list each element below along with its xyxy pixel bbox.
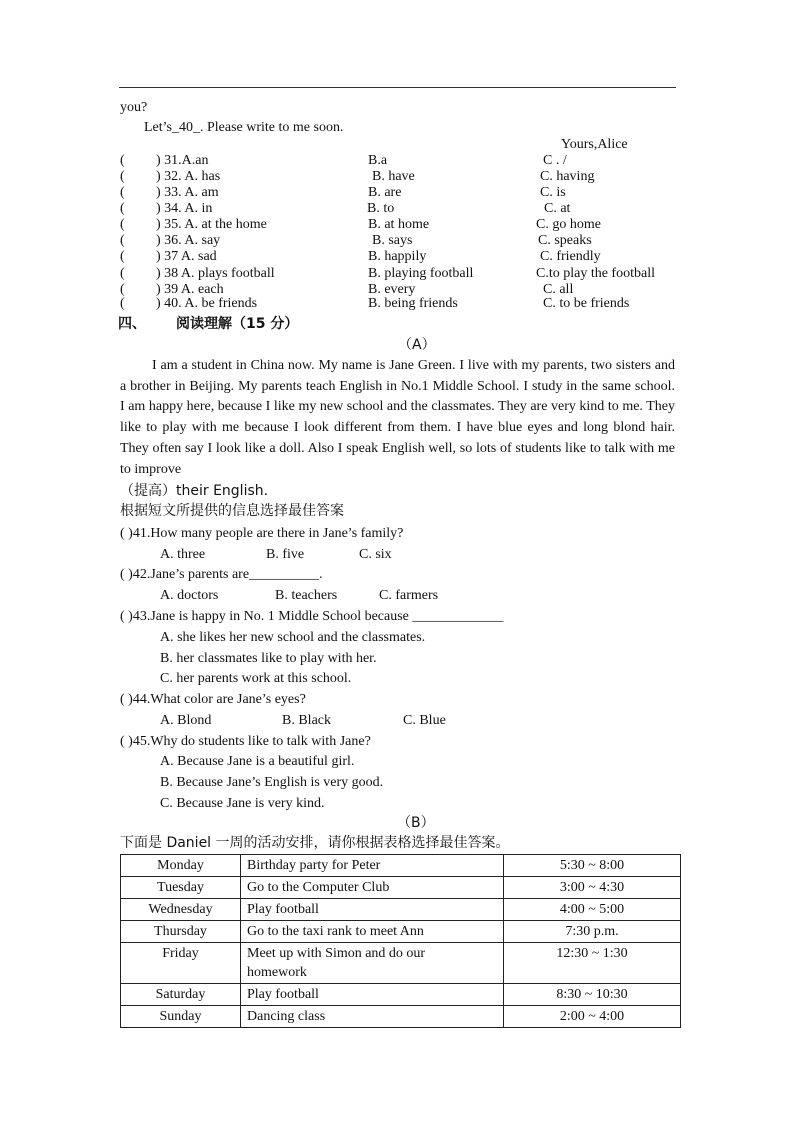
option-b: B. happily (368, 249, 427, 264)
passage-a-instruction: 根据短文所提供的信息选择最佳答案 (120, 503, 344, 519)
option-a: ) 40. A. be friends (156, 296, 258, 311)
letter-closing-line: Let’s_40_. Please write to me soon. (144, 120, 344, 135)
option-b: B. being friends (368, 296, 458, 311)
schedule-activity-text: Meet up with Simon and do our homework (247, 946, 426, 980)
option-c: C. friendly (540, 249, 601, 264)
schedule-activity: Go to the Computer Club (241, 877, 504, 899)
question-43: ( )43.Jane is happy in No. 1 Middle School because _____________ (120, 609, 504, 624)
answer-paren: ( (120, 233, 125, 248)
q43-option-b: B. her classmates like to play with her. (160, 651, 377, 666)
q44-option-b: B. Black (282, 713, 331, 728)
schedule-time: 8:30 ~ 10:30 (504, 984, 681, 1006)
option-a: ) 35. A. at the home (156, 217, 267, 232)
q44-option-c: C. Blue (403, 713, 446, 728)
answer-paren: ( (120, 153, 125, 168)
q42-option-b: B. teachers (275, 588, 338, 603)
schedule-activity: Play football (241, 899, 504, 921)
q43-option-a: A. she likes her new school and the classmates. (160, 630, 426, 645)
option-a: ) 38 A. plays football (156, 266, 275, 281)
schedule-day: Saturday (121, 984, 241, 1006)
answer-paren: ( (120, 217, 125, 232)
q44-option-a: A. Blond (160, 713, 212, 728)
answer-paren: ( (120, 282, 125, 297)
passage-b-label: （B） (397, 815, 435, 831)
option-b: B. says (372, 233, 413, 248)
q41-option-a: A. three (160, 547, 206, 562)
option-a: ) 36. A. say (156, 233, 221, 248)
q42-option-c: C. farmers (379, 588, 439, 603)
q45-option-c: C. Because Jane is very kind. (160, 796, 325, 811)
option-c: C. go home (536, 217, 601, 232)
section-title: 阅读理解（15 分） (176, 316, 299, 332)
option-c: C.to play the football (536, 266, 655, 281)
schedule-time: 2:00 ~ 4:00 (504, 1006, 681, 1028)
option-a: ) 31.A.an (156, 153, 209, 168)
passage-b-instruction: 下面是 Daniel 一周的活动安排，请你根据表格选择最佳答案。 (120, 835, 510, 851)
section-number: 四、 (118, 316, 146, 332)
option-c: C. speaks (538, 233, 592, 248)
table-row (121, 877, 681, 899)
table-row (121, 1006, 681, 1028)
passage-a-last-line: （提高）their English. (120, 483, 269, 499)
option-b: B. playing football (368, 266, 474, 281)
schedule-time: 3:00 ~ 4:30 (504, 877, 681, 899)
schedule-activity (241, 943, 504, 984)
option-c: C. all (543, 282, 574, 297)
schedule-time: 12:30 ~ 1:30 (504, 943, 681, 984)
question-45: ( )45.Why do students like to talk with Jane? (120, 734, 371, 749)
passage-a-label: （A） (398, 337, 436, 353)
q43-option-c: C. her parents work at this school. (160, 671, 352, 686)
question-42: ( )42.Jane’s parents are__________. (120, 567, 323, 582)
table-row (121, 943, 681, 984)
option-c: C. having (540, 169, 595, 184)
answer-paren: ( (120, 185, 125, 200)
option-c: C . / (543, 153, 567, 168)
option-a: ) 32. A. has (156, 169, 221, 184)
option-b: B. at home (368, 217, 430, 232)
question-44: ( )44.What color are Jane’s eyes? (120, 692, 306, 707)
letter-signature: Yours,Alice (561, 137, 628, 152)
option-b: B.a (368, 153, 388, 168)
table-row (121, 984, 681, 1006)
option-a: ) 39 A. each (156, 282, 224, 297)
schedule-day: Sunday (121, 1006, 241, 1028)
schedule-time: 4:00 ~ 5:00 (504, 899, 681, 921)
schedule-day: Wednesday (121, 899, 241, 921)
q42-option-a: A. doctors (160, 588, 219, 603)
option-b: B. to (367, 201, 395, 216)
q45-option-b: B. Because Jane’s English is very good. (160, 775, 384, 790)
option-c: C. is (540, 185, 566, 200)
schedule-activity: Birthday party for Peter (241, 855, 504, 877)
schedule-activity: Dancing class (241, 1006, 504, 1028)
schedule-day: Friday (121, 943, 241, 984)
schedule-day: Tuesday (121, 877, 241, 899)
option-b: B. every (368, 282, 416, 297)
answer-paren: ( (120, 296, 125, 311)
schedule-activity: Play football (241, 984, 504, 1006)
option-c: C. at (544, 201, 571, 216)
q41-option-b: B. five (266, 547, 305, 562)
table-row (121, 855, 681, 877)
header-rule (119, 87, 676, 88)
answer-paren: ( (120, 201, 125, 216)
option-b: B. are (368, 185, 402, 200)
table-row (121, 899, 681, 921)
option-a: ) 33. A. am (156, 185, 219, 200)
option-a: ) 37 A. sad (156, 249, 217, 264)
schedule-time: 5:30 ~ 8:00 (504, 855, 681, 877)
option-b: B. have (372, 169, 415, 184)
answer-paren: ( (120, 169, 125, 184)
table-row (121, 921, 681, 943)
q41-option-c: C. six (359, 547, 392, 562)
schedule-time: 7:30 p.m. (504, 921, 681, 943)
schedule-table (120, 854, 681, 1028)
schedule-day: Monday (121, 855, 241, 877)
q45-option-a: A. Because Jane is a beautiful girl. (160, 754, 355, 769)
answer-paren: ( (120, 266, 125, 281)
option-a: ) 34. A. in (156, 201, 213, 216)
letter-continuation: you? (120, 100, 148, 115)
option-c: C. to be friends (543, 296, 630, 311)
schedule-day: Thursday (121, 921, 241, 943)
answer-paren: ( (120, 249, 125, 264)
passage-a-text: I am a student in China now. My name is Jane Green. I live with my parents, two sisters and a brother in Beijing. My parents teach English in No.1 Middle School. I study in the same school. I am happy here, because I like my new school and the classmates. They are very kind to me. They like to play with me because I look different from them. I have blue eyes and long blond hair. They often say I look like a doll. Also I speak English well, so lots of students like to talk with me to improve (120, 358, 675, 477)
question-41: ( )41.How many people are there in Jane’s family? (120, 526, 404, 541)
schedule-activity: Go to the taxi rank to meet Ann (241, 921, 504, 943)
